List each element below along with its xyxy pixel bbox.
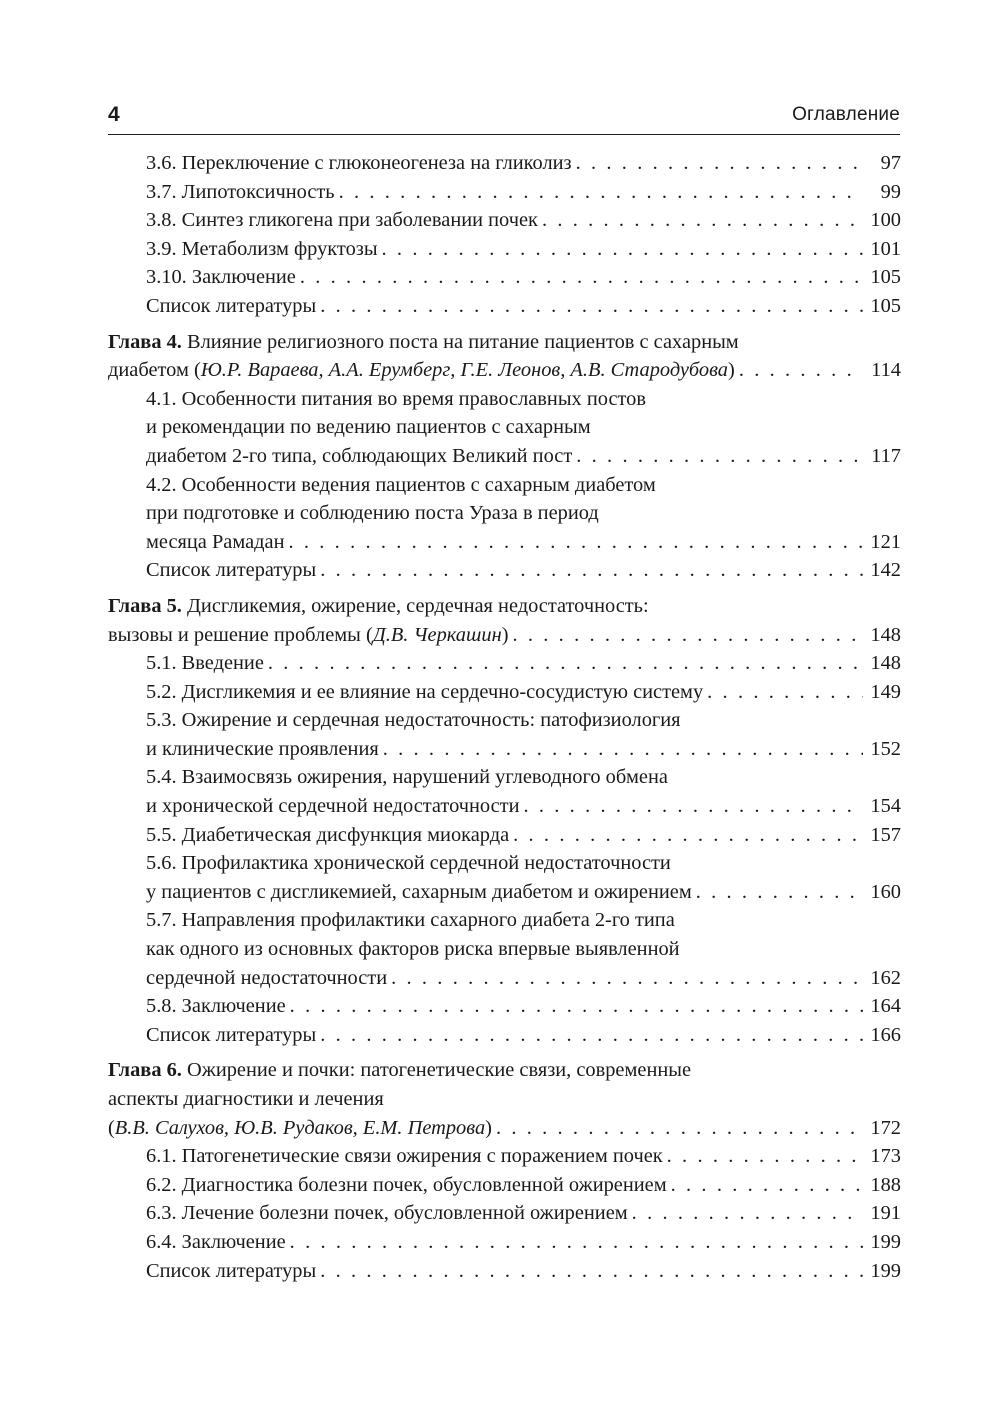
toc-chapter-5 bbox=[108, 592, 901, 1050]
chapter-title-open: ( bbox=[108, 1116, 115, 1139]
chapter-title-close: ) bbox=[485, 1116, 492, 1139]
entry-page: 117 bbox=[871, 444, 901, 467]
toc-entry-3-9 bbox=[108, 235, 901, 264]
leader-dots bbox=[576, 442, 863, 471]
toc-entry-5-4 bbox=[108, 763, 901, 820]
leader-dots bbox=[320, 292, 863, 321]
toc-entry-5-2 bbox=[108, 678, 901, 707]
entry-title: 3.10. Заключение bbox=[146, 266, 296, 289]
entry-title-line: 5.3. Ожирение и сердечная недостаточность: патофизиология bbox=[146, 709, 681, 732]
entry-page: 105 bbox=[870, 266, 901, 289]
leader-dots bbox=[290, 1228, 863, 1257]
leader-dots bbox=[290, 992, 863, 1021]
leader-dots bbox=[513, 621, 864, 650]
chapter-authors: В.В. Салухов, Ю.В. Рудаков, Е.М. Петрова bbox=[114, 1116, 486, 1139]
entry-title-line: диабетом 2-го типа, соблюдающих Великий пост bbox=[146, 444, 573, 467]
toc-entry-5-references bbox=[108, 1021, 901, 1050]
toc-entry-3-10 bbox=[108, 263, 901, 292]
chapter-title-line: Влияние религиозного поста на питание пациентов с сахарным bbox=[187, 330, 739, 353]
toc-entry-3-7 bbox=[108, 178, 901, 207]
entry-page: 173 bbox=[870, 1145, 901, 1168]
running-title: Оглавление bbox=[792, 104, 900, 125]
toc-entry-5-3 bbox=[108, 706, 901, 763]
leader-dots bbox=[300, 263, 863, 292]
entry-page: 101 bbox=[870, 237, 901, 260]
entry-title: 5.1. Введение bbox=[146, 652, 264, 675]
leader-dots bbox=[382, 235, 863, 264]
entry-page: 99 bbox=[880, 180, 901, 203]
entry-title: 5.2. Дисгликемия и ее влияние на сердечно-сосудистую систему bbox=[146, 680, 704, 703]
entry-title-line: 5.7. Направления профилактики сахарного диабета 2-го типа bbox=[146, 909, 675, 932]
entry-title-line: и клинические проявления bbox=[146, 737, 379, 760]
leader-dots bbox=[739, 356, 863, 385]
toc-entry-6-1 bbox=[108, 1142, 901, 1171]
chapter-authors: Д.В. Черкашин bbox=[372, 623, 502, 646]
leader-dots bbox=[320, 1257, 863, 1286]
toc-entry-5-8 bbox=[108, 992, 901, 1021]
entry-page: 114 bbox=[871, 359, 901, 382]
page-header bbox=[108, 102, 900, 128]
chapter-heading bbox=[108, 1056, 901, 1142]
toc-entry-4-1 bbox=[108, 385, 901, 471]
entry-title: Список литературы bbox=[146, 1023, 317, 1046]
entry-page: 154 bbox=[870, 795, 901, 818]
leader-dots bbox=[320, 1021, 863, 1050]
chapter-heading bbox=[108, 592, 901, 649]
entry-page: 149 bbox=[870, 680, 901, 703]
entry-title-line: 5.6. Профилактика хронической сердечной недостаточности bbox=[146, 852, 671, 875]
chapter-title-close: ) bbox=[728, 359, 735, 382]
toc-entry-5-7 bbox=[108, 906, 901, 992]
chapter-label: Глава 5. bbox=[108, 594, 182, 617]
leader-dots bbox=[667, 1142, 863, 1171]
entry-page: 148 bbox=[870, 652, 901, 675]
entry-page: 121 bbox=[870, 530, 901, 553]
leader-dots bbox=[339, 178, 863, 207]
entry-page: 160 bbox=[870, 880, 901, 903]
entry-title-line: как одного из основных факторов риска впервые выявленной bbox=[146, 938, 680, 961]
entry-page: 199 bbox=[870, 1259, 901, 1282]
header-rule bbox=[108, 134, 900, 135]
leader-dots bbox=[391, 964, 863, 993]
entry-title: Список литературы bbox=[146, 294, 317, 317]
entry-title-line: месяца Рамадан bbox=[146, 530, 285, 553]
entry-title-line: при подготовке и соблюдению поста Ураза в период bbox=[146, 502, 599, 525]
chapter-title-line: Дисгликемия, ожирение, сердечная недостаточность: bbox=[187, 594, 649, 617]
leader-dots bbox=[576, 149, 863, 178]
leader-dots bbox=[320, 556, 863, 585]
entry-title: Список литературы bbox=[146, 1259, 317, 1282]
leader-dots bbox=[696, 878, 863, 907]
chapter-heading bbox=[108, 328, 901, 385]
toc-entry-6-3 bbox=[108, 1199, 901, 1228]
entry-page: 162 bbox=[870, 966, 901, 989]
chapter-title-line: аспекты диагностики и лечения bbox=[108, 1088, 384, 1110]
entry-title: 3.6. Переключение с глюконеогенеза на гликолиз bbox=[146, 152, 572, 174]
toc-entry-4-2 bbox=[108, 471, 901, 557]
entry-page: 152 bbox=[870, 737, 901, 760]
chapter-authors: Ю.Р. Вараева, А.А. Ерумберг, Г.Е. Леонов, А.В. Стародубова bbox=[200, 359, 729, 382]
entry-page: 142 bbox=[870, 559, 901, 582]
toc-entry-3-references bbox=[108, 292, 901, 321]
entry-title-line: у пациентов с дисгликемией, сахарным диабетом и ожирением bbox=[146, 880, 692, 903]
entry-page: 166 bbox=[870, 1023, 901, 1046]
toc-entry-6-2 bbox=[108, 1171, 901, 1200]
table-of-contents bbox=[108, 149, 901, 1285]
entry-title-line: и рекомендации по ведению пациентов с сахарным bbox=[146, 416, 591, 439]
entry-title-line: и хронической сердечной недостаточности bbox=[146, 795, 520, 818]
leader-dots bbox=[513, 821, 863, 850]
toc-entry-6-references bbox=[108, 1257, 901, 1286]
toc-entry-5-1 bbox=[108, 649, 901, 678]
entry-title-line: 4.2. Особенности ведения пациентов с сахарным диабетом bbox=[146, 473, 656, 496]
entry-page: 172 bbox=[870, 1116, 901, 1139]
toc-entry-3-8 bbox=[108, 206, 901, 235]
toc-entry-4-references bbox=[108, 556, 901, 585]
entry-title: 6.1. Патогенетические связи ожирения с поражением почек bbox=[146, 1145, 663, 1168]
entry-page: 100 bbox=[870, 209, 901, 232]
toc-chapter-6 bbox=[108, 1056, 901, 1285]
chapter-title-line: Ожирение и почки: патогенетические связи, современные bbox=[187, 1059, 692, 1082]
entry-title: 3.7. Липотоксичность bbox=[146, 180, 335, 203]
entry-title: 5.5. Диабетическая дисфункция миокарда bbox=[146, 823, 510, 846]
leader-dots bbox=[632, 1199, 863, 1228]
leader-dots bbox=[523, 792, 863, 821]
entry-title: Список литературы bbox=[146, 559, 317, 582]
leader-dots bbox=[289, 528, 864, 557]
chapter-label: Глава 6. bbox=[108, 1059, 182, 1082]
entry-title: 6.4. Заключение bbox=[146, 1230, 286, 1253]
chapter-title-line: вызовы и решение проблемы ( bbox=[108, 623, 373, 646]
toc-chapter-4 bbox=[108, 328, 901, 585]
leader-dots bbox=[268, 649, 863, 678]
leader-dots bbox=[383, 735, 863, 764]
leader-dots bbox=[542, 206, 863, 235]
entry-title: 6.2. Диагностика болезни почек, обусловленной ожирением bbox=[146, 1173, 667, 1196]
entry-page: 188 bbox=[870, 1173, 901, 1196]
entry-title: 3.9. Метаболизм фруктозы bbox=[146, 237, 378, 260]
page-number: 4 bbox=[108, 103, 120, 126]
chapter-label: Глава 4. bbox=[108, 330, 182, 353]
entry-page: 157 bbox=[870, 823, 901, 846]
leader-dots bbox=[671, 1171, 863, 1200]
entry-page: 148 bbox=[870, 623, 901, 646]
entry-page: 191 bbox=[870, 1202, 901, 1225]
entry-page: 105 bbox=[870, 294, 901, 317]
entry-page: 97 bbox=[880, 152, 901, 174]
leader-dots bbox=[707, 678, 863, 707]
toc-entry-6-4 bbox=[108, 1228, 901, 1257]
toc-entry-5-5 bbox=[108, 821, 901, 850]
chapter-title-line: диабетом ( bbox=[108, 359, 201, 382]
entry-title-line: 5.4. Взаимосвязь ожирения, нарушений углеводного обмена bbox=[146, 766, 668, 789]
entry-title: 6.3. Лечение болезни почек, обусловленной ожирением bbox=[146, 1202, 628, 1225]
entry-title-line: 4.1. Особенности питания во время православных постов bbox=[146, 387, 646, 410]
entry-page: 164 bbox=[870, 995, 901, 1018]
leader-dots bbox=[496, 1114, 863, 1143]
entry-title-line: сердечной недостаточности bbox=[146, 966, 388, 989]
entry-title: 5.8. Заключение bbox=[146, 995, 286, 1018]
chapter-title-close: ) bbox=[501, 623, 509, 646]
entry-title: 3.8. Синтез гликогена при заболевании почек bbox=[146, 209, 538, 232]
toc-entry-5-6 bbox=[108, 849, 901, 906]
entry-page: 199 bbox=[870, 1230, 901, 1253]
toc-entry-3-6 bbox=[108, 149, 901, 178]
